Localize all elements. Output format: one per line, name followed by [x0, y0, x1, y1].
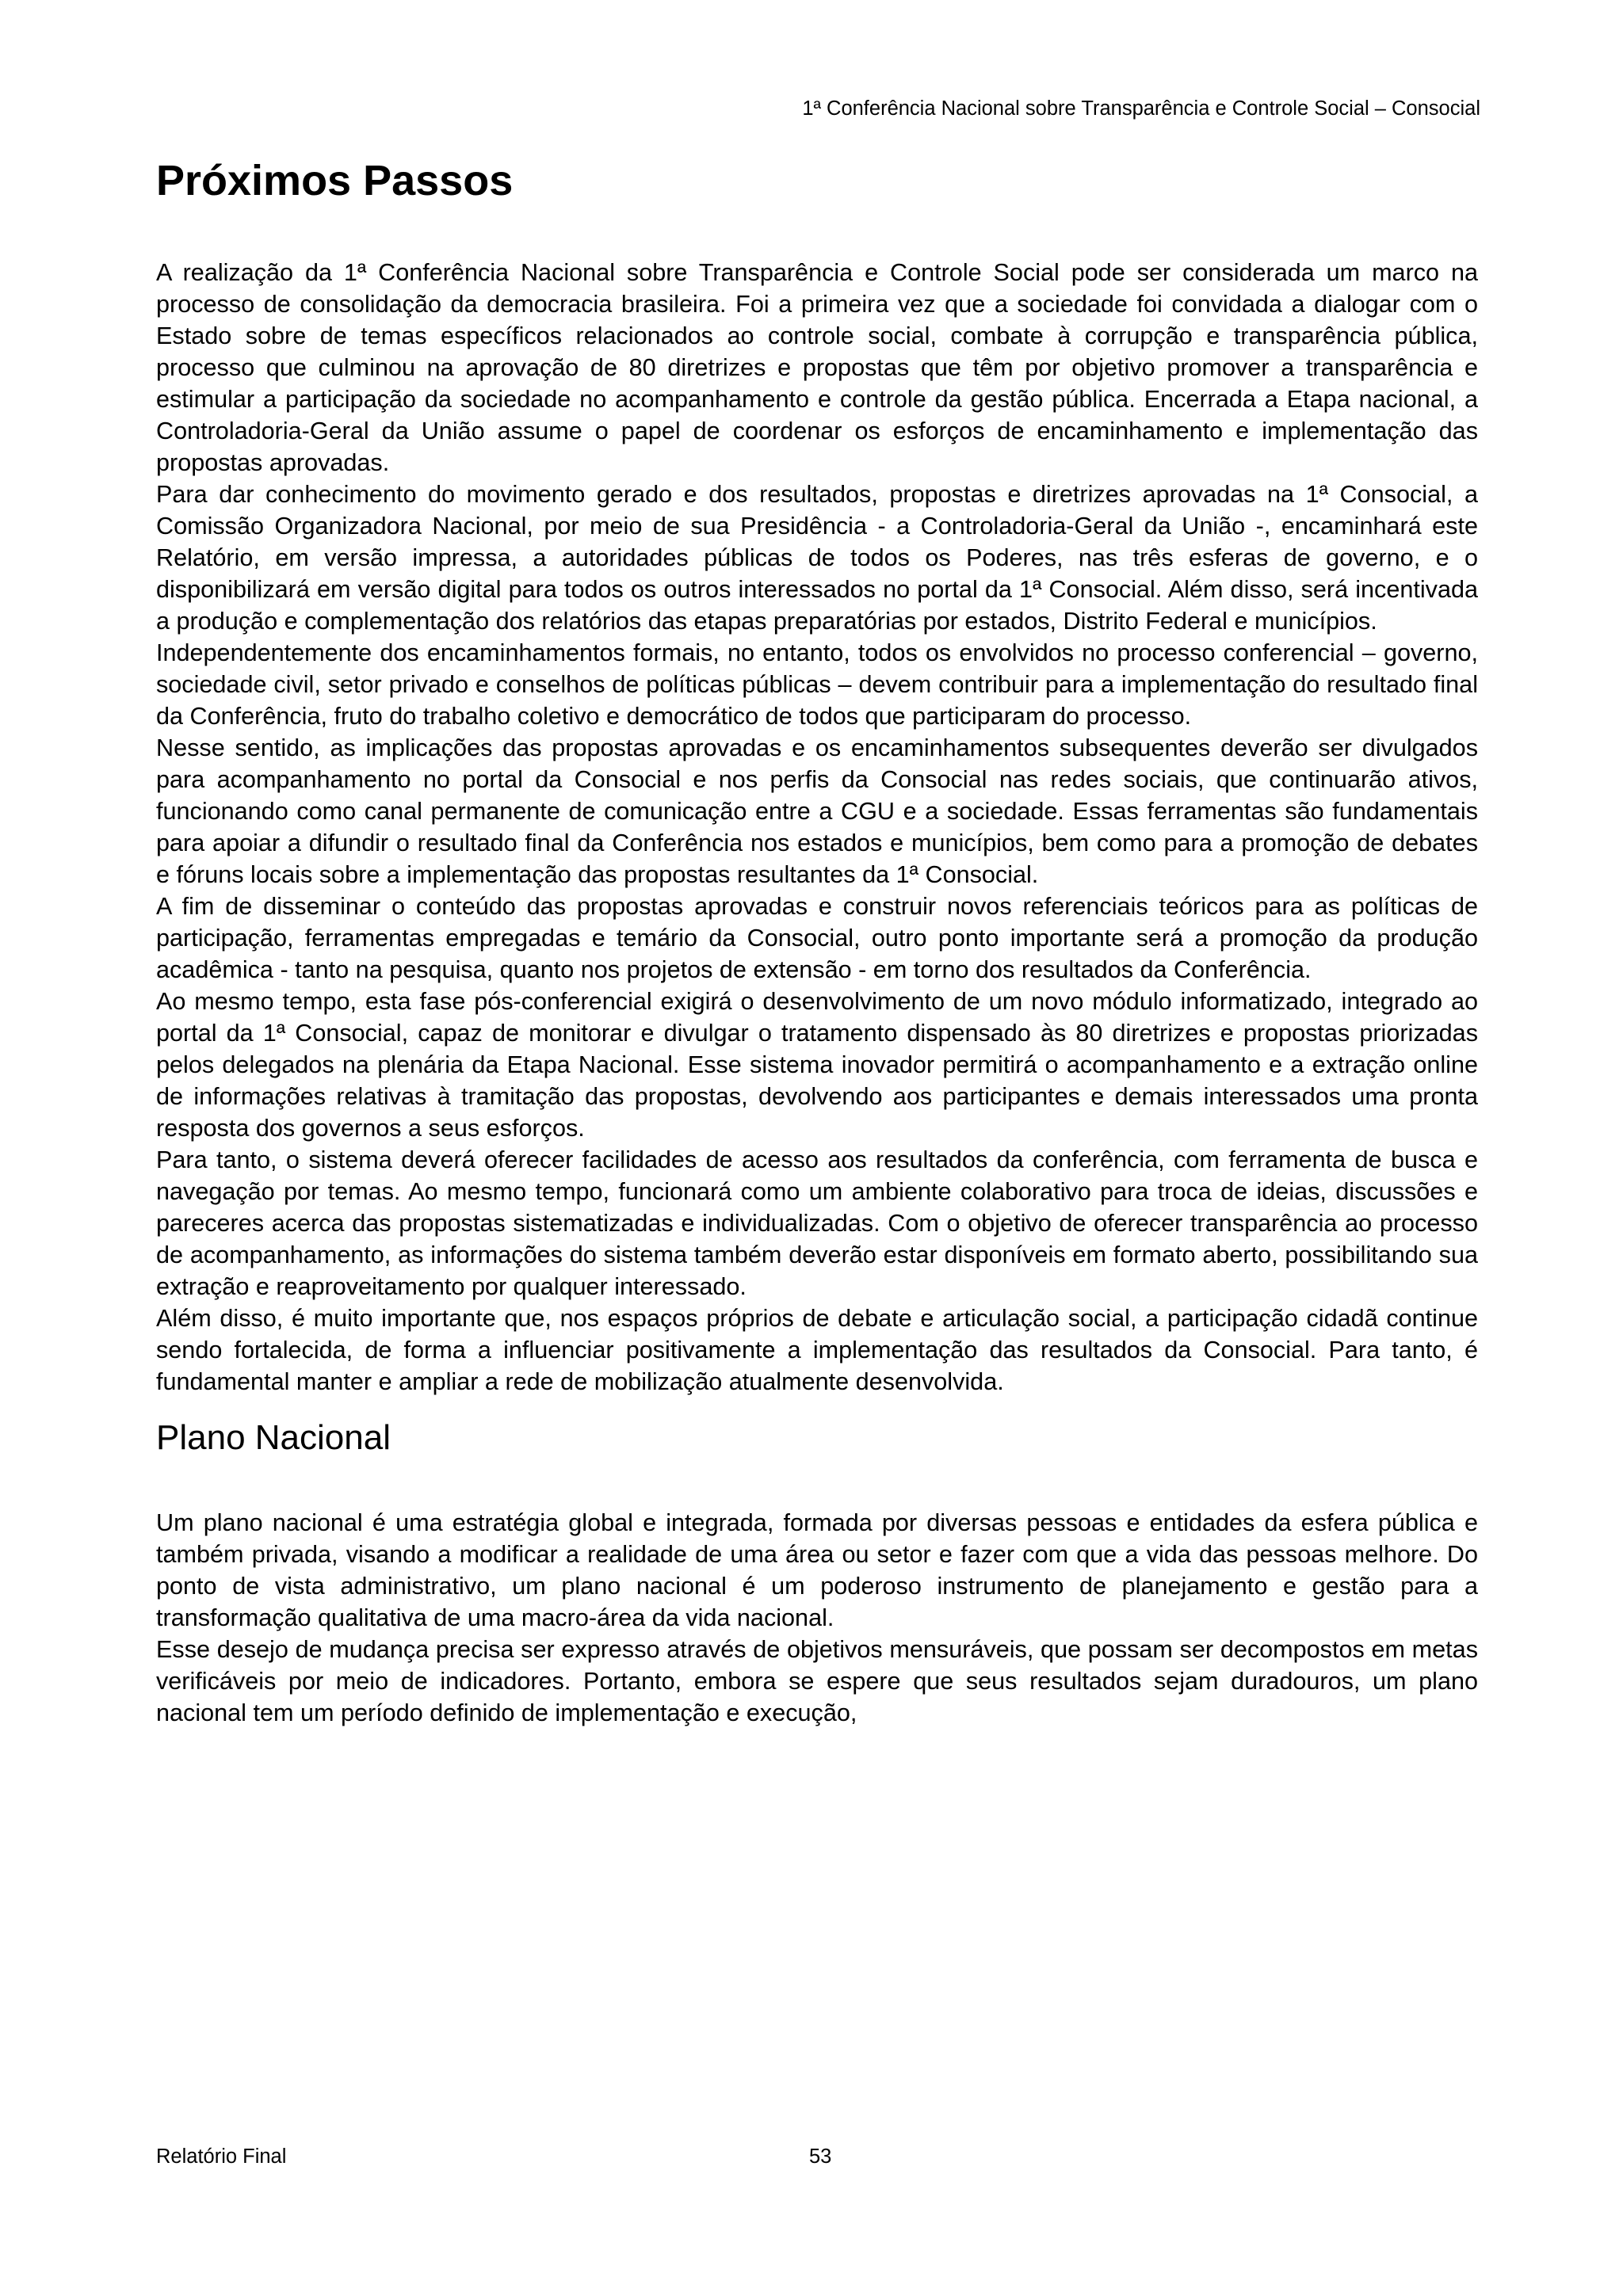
body-paragraph: Além disso, é muito importante que, nos espaços próprios de debate e articulação social, a participação cidadã continue sendo fortalecida, de forma a influenciar positivamente a implementação das resultados da Consocial. Para tanto, é fundamental manter e ampliar a rede de mobilização atualmente desenvolvida.: [156, 1305, 1478, 1395]
footer-document-name: Relatório Final: [156, 2145, 287, 2168]
running-header: 1ª Conferência Nacional sobre Transparência e Controle Social – Consocial: [802, 97, 1480, 120]
page-number: 53: [809, 2145, 832, 2168]
body-paragraph: Esse desejo de mudança precisa ser expresso através de objetivos mensuráveis, que possam ser decompostos em metas verificáveis por meio de indicadores. Portanto, embora se espere que seus resultados sejam duradouros, um plano nacional tem um período definido de implementação e execução,: [156, 1636, 1478, 1726]
body-paragraph: A fim de disseminar o conteúdo das propostas aprovadas e construir novos referenciais teóricos para as políticas de participação, ferramentas empregadas e temário da Consocial, outro ponto importante será a promoção da produção acadêmica - tanto na pesquisa, quanto nos projetos de extensão - em torno dos resultados da Conferência.: [156, 893, 1478, 983]
page-title: Próximos Passos: [156, 157, 514, 204]
body-paragraph: Ao mesmo tempo, esta fase pós-conferencial exigirá o desenvolvimento de um novo módulo informatizado, integrado ao portal da 1ª Consocial, capaz de monitorar e divulgar o tratamento dispensado às 80 diretrizes e propostas priorizadas pelos delegados na plenária da Etapa Nacional. Esse sistema inovador permitirá o acompanhamento e a extração online de informações relativas à tramitação das propostas, devolvendo aos participantes e demais interessados uma pronta resposta dos governos a seus esforços.: [156, 988, 1478, 1142]
body-paragraph: Independentemente dos encaminhamentos formais, no entanto, todos os envolvidos no processo conferencial – governo, sociedade civil, setor privado e conselhos de políticas públicas – devem contribuir para a implementação do resultado final da Conferência, fruto do trabalho coletivo e democrático de todos que participaram do processo.: [156, 639, 1478, 730]
body-paragraph: A realização da 1ª Conferência Nacional sobre Transparência e Controle Social pode ser considerada um marco na processo de consolidação da democracia brasileira. Foi a primeira vez que a sociedade foi convidada a dialogar com o Estado sobre de temas específicos relacionados ao controle social, combate à corrupção e transparência pública, processo que culminou na aprovação de 80 diretrizes e propostas que têm por objetivo promover a transparência e estimular a participação da sociedade no acompanhamento e controle da gestão pública. Encerrada a Etapa nacional, a Controladoria-Geral da União assume o papel de coordenar os esforços de encaminhamento e implementação das propostas aprovadas.: [156, 259, 1478, 476]
body-paragraph: Para tanto, o sistema deverá oferecer facilidades de acesso aos resultados da conferência, com ferramenta de busca e navegação por temas. Ao mesmo tempo, funcionará como um ambiente colaborativo para troca de ideias, discussões e pareceres acerca das propostas sistematizadas e individualizadas. Com o objetivo de oferecer transparência ao processo de acompanhamento, as informações do sistema também deverão estar disponíveis em formato aberto, possibilitando sua extração e reaproveitamento por qualquer interessado.: [156, 1146, 1478, 1300]
page-body: [156, 155, 1478, 1729]
body-paragraph: Para dar conhecimento do movimento gerado e dos resultados, propostas e diretrizes aprovadas na 1ª Consocial, a Comissão Organizadora Nacional, por meio de sua Presidência - a Controladoria-Geral da União -, encaminhará este Relatório, em versão impressa, a autoridades públicas de todos os Poderes, nas três esferas de governo, e o disponibilizará em versão digital para todos os outros interessados no portal da 1ª Consocial. Além disso, será incentivada a produção e complementação dos relatórios das etapas preparatórias por estados, Distrito Federal e municípios.: [156, 481, 1478, 635]
page-footer: [156, 2143, 1478, 2170]
body-paragraph: Um plano nacional é uma estratégia global e integrada, formada por diversas pessoas e entidades da esfera pública e também privada, visando a modificar a realidade de uma área ou setor e fazer com que a vida das pessoas melhore. Do ponto de vista administrativo, um plano nacional é um poderoso instrumento de planejamento e gestão para a transformação qualitativa de uma macro-área da vida nacional.: [156, 1509, 1478, 1631]
section-heading-plano-nacional: Plano Nacional: [156, 1418, 391, 1457]
body-paragraph: Nesse sentido, as implicações das propostas aprovadas e os encaminhamentos subsequentes deverão ser divulgados para acompanhamento no portal da Consocial e nos perfis da Consocial nas redes sociais, que continuarão ativos, funcionando como canal permanente de comunicação entre a CGU e a sociedade. Essas ferramentas são fundamentais para apoiar a difundir o resultado final da Conferência nos estados e municípios, bem como para a promoção de debates e fóruns locais sobre a implementação das propostas resultantes da 1ª Consocial.: [156, 734, 1478, 888]
